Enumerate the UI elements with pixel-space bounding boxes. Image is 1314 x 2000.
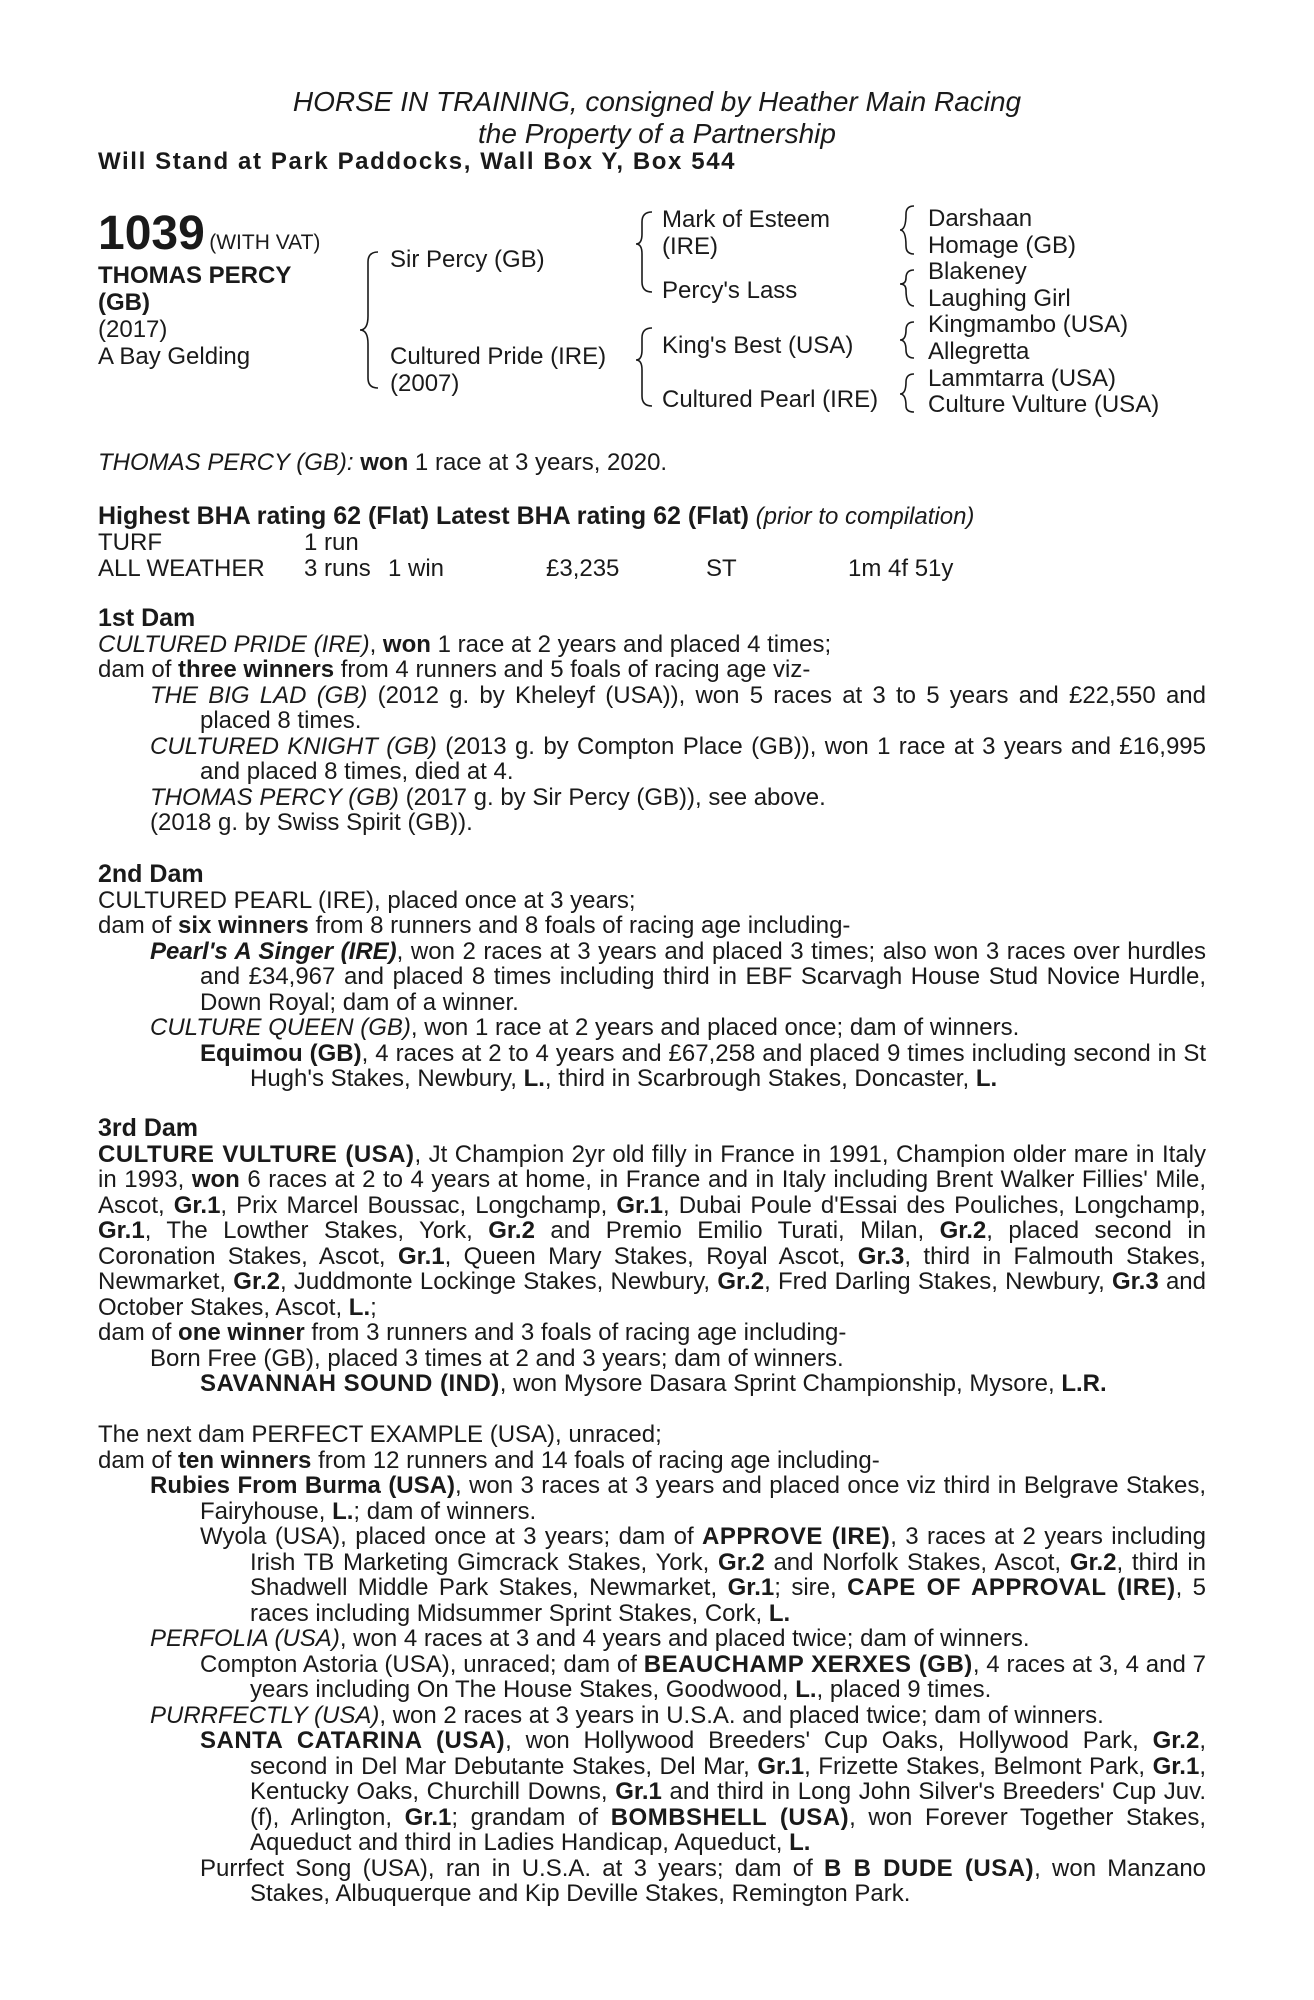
- horse-description: A Bay Gelding: [98, 343, 251, 370]
- produce-record: and third in Long John Silver's Breeders' Cup Juv.(f), Arlington,: [250, 1778, 1206, 1831]
- produce-record: , won 2 races at 3 years and placed 3 times; also won 3 races over hurdles and £34,967 and placed 8 times including third in EBF Scarvagh House Stud Novice Hurdle, Down Royal; dam of a winner.: [200, 937, 1206, 1016]
- record-text: ;: [370, 1293, 377, 1321]
- pedigree-dam-name: Cultured Pride (IRE): [390, 343, 607, 370]
- intro-rest: from 12 runners and 14 foals of racing age including-: [311, 1446, 880, 1474]
- produce-record: , won Manzano Stakes, Albuquerque and Kip Deville Stakes, Remington Park.: [250, 1854, 1207, 1907]
- produce-record: and Norfolk Stakes, Ascot,: [764, 1548, 1070, 1576]
- produce-record: ; dam of winners.: [353, 1497, 537, 1525]
- produce-record: , 4 races at 3, 4 and 7 years including On The House Stakes, Goodwood,: [250, 1650, 1206, 1703]
- summary-horse: THOMAS PERCY (GB): [98, 449, 347, 476]
- winners-count: three winners: [178, 656, 335, 683]
- intro-pre: dam of: [98, 1446, 179, 1474]
- produce-record: , won Hollywood Breeders' Cup Oaks, Hollywood Park,: [505, 1727, 1153, 1754]
- produce-entry: [150, 939, 1206, 1016]
- winners-count: six winners: [178, 912, 309, 939]
- next-dam-line: The next dam PERFECT EXAMPLE (USA), unraced;: [98, 1421, 662, 1448]
- listed-mark: L.: [795, 1676, 817, 1703]
- produce-record: ; sire,: [774, 1574, 848, 1601]
- winners-count: ten winners: [178, 1446, 312, 1474]
- produce-name: Rubies From Burma (USA): [150, 1472, 455, 1499]
- produce-name: BOMBSHELL (USA): [610, 1803, 850, 1831]
- third-dam-produce-intro: [98, 1320, 1206, 1346]
- produce-record: , Kentucky Oaks, Churchill Downs,: [250, 1752, 1206, 1805]
- produce-record: , second in Del Mar Debutante Stakes, Del Mar,: [250, 1727, 1206, 1780]
- grade-mark: Gr.2: [233, 1268, 280, 1295]
- summary-won: won: [360, 449, 409, 476]
- ratings-text: Highest BHA rating 62 (Flat) Latest BHA rating 62 (Flat): [98, 502, 749, 530]
- record-text: and Premio Emilio Turati, Milan,: [534, 1217, 940, 1244]
- ggp-2: Homage (GB): [928, 231, 1077, 259]
- second-dam-produce-intro: [98, 913, 1206, 939]
- produce-entry: [200, 1856, 1206, 1907]
- aw-label: ALL WEATHER: [98, 555, 265, 582]
- produce-name: CAPE OF APPROVAL (IRE): [847, 1574, 1176, 1601]
- produce-record: , won 4 races at 3 and 4 years and placed twice; dam of winners.: [339, 1625, 1030, 1652]
- produce-name: APPROVE (IRE): [702, 1523, 891, 1550]
- aw-wins: 1 win: [388, 555, 445, 582]
- produce-record: , won Mysore Dasara Sprint Championship, Mysore,: [499, 1370, 1062, 1397]
- produce-entry: [200, 1524, 1206, 1626]
- grade-mark: Gr.1: [1152, 1752, 1200, 1780]
- intro-pre: dam of: [98, 1319, 179, 1346]
- race-summary: [98, 450, 667, 476]
- produce-name: CULTURE QUEEN (GB): [150, 1014, 411, 1041]
- grade-mark: Gr.1: [98, 1217, 145, 1244]
- grade-mark: Gr.3: [1112, 1268, 1159, 1295]
- second-dam-line: CULTURED PEARL (IRE), placed once at 3 years;: [98, 886, 636, 914]
- grade-mark: Gr.1: [727, 1574, 775, 1601]
- produce-record: (2012 g. by Kheleyf (USA)), won 5 races at 3 to 5 years and £22,550 and placed 8 times.: [200, 681, 1206, 734]
- listed-mark: L.: [768, 1599, 791, 1627]
- aw-prize: £3,235: [546, 555, 620, 582]
- pedigree-dam: [390, 343, 606, 397]
- intro-pre: dam of: [98, 912, 179, 939]
- turf-label: TURF: [98, 529, 162, 556]
- grade-mark: Gr.2: [1069, 1548, 1117, 1576]
- produce-entry: [150, 1626, 1206, 1652]
- third-dam-heading: 3rd Dam: [98, 1114, 199, 1142]
- record-text: , Dubai Poule d'Essai des Pouliches, Longchamp,: [663, 1191, 1207, 1219]
- produce-entry: Born Free (GB), placed 3 times at 2 and 3 years; dam of winners.: [150, 1344, 844, 1372]
- pedigree-sire-dam: Percy's Lass: [662, 277, 798, 304]
- grade-mark: Gr.1: [404, 1803, 452, 1831]
- produce-record: (2013 g. by Compton Place (GB)), won 1 race at 3 years and £16,995 and placed 8 times, died at 4.: [200, 732, 1207, 785]
- sep: ,: [369, 630, 383, 658]
- grade-mark: Gr.2: [939, 1217, 987, 1244]
- third-dam-record: [98, 1142, 1206, 1321]
- third-dam-section: [98, 1116, 1206, 1397]
- listed-mark: L.: [523, 1065, 545, 1092]
- record-text: , third in Falmouth Stakes, Newmarket,: [98, 1242, 1206, 1295]
- record-text: , Fred Darling Stakes, Newbury,: [764, 1268, 1112, 1295]
- produce-record: , won 1 race at 2 years and placed once; dam of winners.: [410, 1014, 1020, 1041]
- aw-runs: 3 runs: [304, 555, 371, 582]
- produce-entry: [200, 1652, 1206, 1703]
- ggp-8: Culture Vulture (USA): [928, 391, 1160, 419]
- grade-mark: Gr.1: [173, 1191, 221, 1219]
- first-dam-heading: 1st Dam: [98, 604, 196, 632]
- sire-sire-country: (IRE): [662, 233, 718, 260]
- produce-name: Pearl's A Singer (IRE): [150, 937, 397, 965]
- consignor-line: HORSE IN TRAINING, consigned by Heather Main Racing: [292, 86, 1022, 117]
- produce-entry: [150, 1015, 1206, 1041]
- produce-record: ; grandam of: [451, 1803, 611, 1831]
- summary-rest: 1 race at 3 years, 2020.: [408, 449, 668, 476]
- produce-record: , won 3 races at 3 years and placed once viz third in Belgrave Stakes, Fairyhouse,: [200, 1472, 1207, 1525]
- horse-name: THOMAS PERCY: [98, 262, 292, 289]
- next-dam-section: [98, 1422, 1206, 1907]
- grade-mark: Gr.2: [488, 1217, 535, 1244]
- intro-rest: from 3 runners and 3 foals of racing age including-: [304, 1319, 847, 1346]
- record-text: , placed second in Coronation Stakes, Ascot,: [98, 1217, 1207, 1270]
- record-text: , The Lowther Stakes, York,: [144, 1217, 489, 1244]
- produce-name: B B DUDE (USA): [824, 1854, 1035, 1882]
- grade-mark: Gr.2: [1152, 1727, 1200, 1754]
- produce-record: , third in Scarbrough Stakes, Doncaster,: [544, 1065, 976, 1092]
- produce-entry: [150, 1473, 1206, 1524]
- produce-name: PURRFECTLY (USA): [150, 1701, 380, 1729]
- produce-record: , placed 9 times.: [816, 1676, 992, 1703]
- produce-name: CULTURED KNIGHT (GB): [150, 732, 437, 760]
- produce-record: Purrfect Song (USA), ran in U.S.A. at 3 years; dam of: [200, 1854, 824, 1882]
- second-dam-section: [98, 862, 1206, 1092]
- listed-mark: L.: [975, 1065, 998, 1092]
- produce-record: (2017 g. by Sir Percy (GB)), see above.: [398, 783, 826, 811]
- listed-mark: L.: [348, 1293, 371, 1321]
- produce-name: THE BIG LAD (GB): [150, 681, 368, 709]
- horse-year: (2017): [98, 316, 168, 343]
- grade-mark: Gr.2: [718, 1548, 765, 1576]
- record-text: , Prix Marcel Boussac, Longchamp,: [220, 1191, 617, 1219]
- grade-mark: Gr.1: [397, 1242, 445, 1270]
- first-dam-section: [98, 606, 1206, 836]
- produce-record: , 5 races including Midsummer Sprint Stakes, Cork,: [250, 1574, 1207, 1627]
- ggp-1: Darshaan: [928, 205, 1033, 232]
- produce-entry: [200, 1041, 1206, 1092]
- second-dam-heading: 2nd Dam: [98, 860, 204, 888]
- next-dam-produce-intro: [98, 1448, 1206, 1474]
- produce-name: SANTA CATARINA (USA): [200, 1727, 506, 1754]
- grade-mark: Gr.1: [615, 1778, 662, 1805]
- ggp-6: Allegretta: [928, 337, 1030, 365]
- grade-mark: Gr.1: [616, 1191, 664, 1219]
- lot-number: 1039: [98, 207, 205, 260]
- horse-country: (GB): [98, 289, 150, 316]
- stand-location: Will Stand at Park Paddocks, Wall Box Y, Box 544: [98, 148, 737, 175]
- pedigree-sire-sire: [662, 206, 830, 260]
- bha-ratings: [98, 504, 974, 530]
- produce-record: , 4 races at 2 to 4 years and £67,258 and placed 9 times including second in St Hugh's Stakes, Newbury,: [250, 1039, 1207, 1092]
- produce-entry: [200, 1371, 1206, 1397]
- intro-rest: from 8 runners and 8 foals of racing age including-: [308, 912, 851, 939]
- vat-note: (WITH VAT): [209, 231, 321, 254]
- property-line: the Property of a Partnership: [478, 118, 836, 149]
- produce-record: , 3 races at 2 years including Irish TB Marketing Gimcrack Stakes, York,: [250, 1523, 1206, 1576]
- intro-rest: from 4 runners and 5 foals of racing age viz-: [334, 656, 811, 683]
- listed-mark: L.: [332, 1497, 354, 1525]
- ggp-4: Laughing Girl: [928, 284, 1071, 312]
- produce-name: Equimou (GB): [200, 1039, 362, 1067]
- won-word: won: [382, 630, 431, 658]
- produce-record: , Frizette Stakes, Belmont Park,: [804, 1752, 1153, 1780]
- produce-record: Compton Astoria (USA), unraced; dam of: [200, 1650, 644, 1678]
- pedigree-dam-year: (2007): [390, 370, 460, 397]
- produce-entry: [150, 683, 1206, 734]
- grade-mark: Gr.3: [857, 1242, 905, 1270]
- sire-sire-name: Mark of Esteem: [662, 206, 831, 233]
- listed-mark: L.: [789, 1829, 811, 1856]
- ggp-5: Kingmambo (USA): [928, 311, 1129, 339]
- record-text: and October Stakes, Ascot,: [98, 1268, 1206, 1321]
- pedigree-dam-sire: King's Best (USA): [662, 332, 854, 359]
- ggp-7: Lammtarra (USA): [928, 364, 1117, 392]
- won-word: won: [191, 1166, 240, 1193]
- ratings-note: (prior to compilation): [755, 503, 975, 530]
- grade-mark: Gr.2: [717, 1268, 765, 1295]
- first-dam-record: 1 race at 2 years and placed 4 times;: [430, 630, 832, 658]
- produce-entry: [150, 785, 1206, 811]
- produce-record: Wyola (USA), placed once at 3 years; dam of: [200, 1523, 703, 1550]
- produce-record: , won Forever Together Stakes, Aqueduct and third in Ladies Handicap, Aqueduct,: [250, 1803, 1206, 1856]
- produce-record: , third in Shadwell Middle Park Stakes, Newmarket,: [250, 1548, 1206, 1601]
- produce-entry: (2018 g. by Swiss Spirit (GB)).: [150, 809, 473, 836]
- produce-entry: [150, 1703, 1206, 1729]
- aw-surface: ST: [706, 555, 737, 582]
- aw-distance: 1m 4f 51y: [848, 555, 954, 582]
- pedigree-great-grandparents: [928, 206, 1159, 419]
- produce-name: SAVANNAH SOUND (IND): [200, 1370, 500, 1397]
- grade-mark: Gr.1: [757, 1752, 805, 1780]
- produce-record: , won 2 races at 3 years in U.S.A. and placed twice; dam of winners.: [379, 1701, 1104, 1729]
- first-dam-line: [98, 632, 1206, 658]
- pedigree-dam-dam: Cultured Pearl (IRE): [662, 386, 879, 413]
- winners-count: one winner: [178, 1319, 305, 1346]
- produce-name: BEAUCHAMP XERXES (GB): [643, 1650, 973, 1678]
- intro-pre: dam of: [98, 656, 179, 683]
- third-dam-name: CULTURE VULTURE (USA): [98, 1140, 415, 1168]
- summary-colon: :: [346, 449, 361, 476]
- record-text: , Juddmonte Lockinge Stakes, Newbury,: [279, 1268, 718, 1295]
- produce-entry: [150, 734, 1206, 785]
- first-dam-name: CULTURED PRIDE (IRE): [98, 630, 370, 658]
- record-text: , Jt Champion 2yr old filly in France in 1991, Champion older mare in Italy in 1993,: [98, 1140, 1206, 1193]
- listed-mark: L.R.: [1061, 1370, 1107, 1397]
- record-text: 6 races at 2 to 4 years at home, in France and in Italy including Brent Walker Fillies' Mile, Ascot,: [98, 1166, 1206, 1219]
- record-text: , Queen Mary Stakes, Royal Ascot,: [444, 1242, 858, 1270]
- produce-entry: [200, 1728, 1206, 1856]
- turf-runs: 1 run: [304, 529, 359, 556]
- ggp-3: Blakeney: [928, 258, 1027, 286]
- first-dam-produce-intro: [98, 657, 1206, 683]
- produce-name: PERFOLIA (USA): [150, 1625, 340, 1652]
- produce-name: THOMAS PERCY (GB): [150, 783, 399, 811]
- pedigree-sire: Sir Percy (GB): [390, 246, 545, 273]
